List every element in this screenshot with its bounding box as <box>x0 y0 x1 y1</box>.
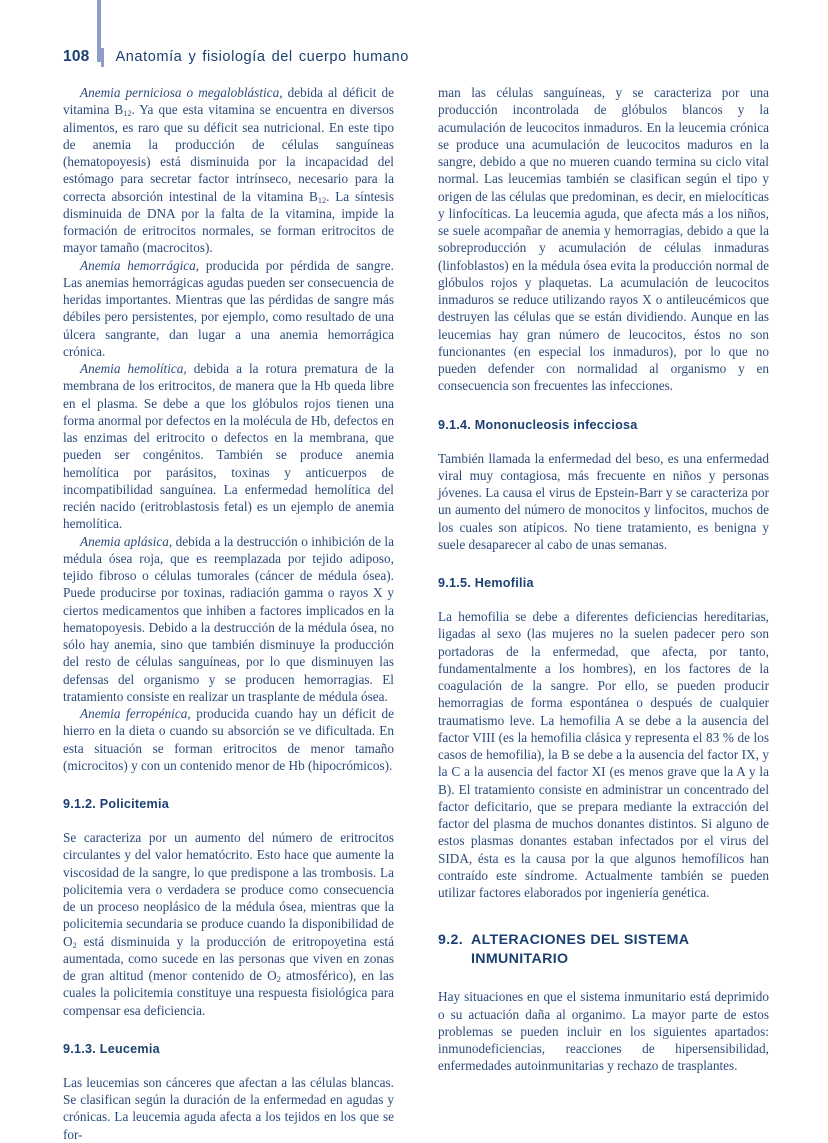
spacer <box>438 553 769 576</box>
heading-9-1-2-policitemia: 9.1.2. Policitemia <box>63 797 170 811</box>
spacer <box>438 395 769 418</box>
paragraph-text-2: está disminuida y la producción de eritropoyetina está aumentada, como sucede en las personas que viven en zonas de gran altitud (menor contenido de O <box>63 933 394 983</box>
heading-text <box>471 931 769 968</box>
spacer <box>63 812 394 829</box>
term-anemia-hemolitica: Anemia hemolítica <box>80 361 184 376</box>
running-head-title: Anatomía y fisiología del cuerpo humano <box>115 49 409 65</box>
heading-9-1-5-hemofilia: 9.1.5. Hemofilia <box>438 576 534 590</box>
spacer <box>438 968 769 988</box>
term-anemia-aplasica: Anemia aplásica <box>80 533 169 549</box>
paragraph-hemofilia: La hemofilia se debe a diferentes deficiencias hereditarias, ligadas al sexo (las mujeres no la suelen padecer pero son portadoras de la enfermedad, que afecta, por tanto, fundamentalmente a los hombres), en los factores de la coagulación de la sangre. Por ello, se pueden producir hemorragias de forma espontánea o después de cualquier traumatismo leve. La hemofilia A se debe a la ausencia del factor VIII (es la hemofilia clásica y representa el 83 % de los casos de hemofilia), la B se debe a la ausencia del factor IX, y la C a la ausencia del factor XI (es menos grave que la A y la B). El tratamiento consiste en administrar un concentrado del factor deficitario, que se prepara mediante la extracción del factor del plasma de muchos donantes distintos. Si alguno de estos plasmas donantes estaban infectados por el virus del SIDA, ésta es la causa por la que algunos hemofílicos han contraído este síndrome. Actualmente también se pueden utilizar factores elaborados por ingeniería genética. <box>438 609 769 900</box>
spacer <box>63 1019 394 1042</box>
heading-9-2-alteraciones-sistema-inmunitario <box>438 931 769 968</box>
paragraph-text: Se caracteriza por un aumento del número de eritrocitos circulantes y del valor hematócrito. Esto hace que aumente la viscosidad de la sangre, lo que predispone a las trombosis. La policitemia vera o verdadera se produce como consecuencia de un proceso neoplásico de la médula ósea, mientras que la policitemia secundaria se produce cuando la disponibilidad de O <box>63 830 394 949</box>
paragraph-leucemia-continuation: man las células sanguíneas, y se caracteriza por una producción incontrolada de glóbulos blancos y la acumulación de leucocitos inmaduros. En la leucemia crónica se produce una acumulación de leucocitos maduros en la sangre, debido a que no mueren cuando termina su ciclo vital normal. Las leucemias también se clasifican según el tipo y origen de las células que predominan, es decir, en mielocíticas y linfocíticas. La leucemia aguda, que afecta más a los niños, se suele acompañar de anemia y hemorragias, debido a que la sobreproducción y acumulación de células inmaduras (linfoblastos) en la médula ósea evita la producción normal de glóbulos rojos y plaquetas. La acumulación de leucocitos inmaduros se reduce utilizando rayos X o antileucémicos que destruyen las células que se están dividiendo. Aunque en las leucemias hay gran número de leucocitos, éstos no son funcionantes (en especial los inmaduros), por lo que no pueden defender con normalidad al organismo y en consecuencia son frecuentes las infecciones. <box>438 85 769 394</box>
term-anemia-ferropenica: Anemia ferropénica <box>80 706 188 721</box>
paragraph-text-2: . Ya que esta vitamina se encuentra en diversos alimentos, es raro que su déficit sea nutricional. En este tipo de anemia la producción de células sanguíneas (hematopoyesis) está disminuida por la incapacidad del estómago para secretar factor intrínseco, necesario para la correcta absorción intestinal de la vitamina B <box>63 102 394 204</box>
heading-9-1-3-leucemia: 9.1.3. Leucemia <box>63 1041 160 1056</box>
paragraph-text-3: . La síntesis disminuida de DNA por la falta de la vitamina, impide la formación de eritrocitos normales, se forman eritrocitos de mayor tamaño (macrocitos). <box>63 188 395 256</box>
heading-9-1-4-mononucleosis: 9.1.4. Mononucleosis infecciosa <box>438 417 638 432</box>
spacer <box>438 901 769 931</box>
paragraph-leucemia: Las leucemias son cánceres que afectan a las células blancas. Se clasifican según la duración de la enfermedad en agudas y crónicas. La leucemia aguda afecta a los tejidos en los que se for- <box>63 1074 394 1142</box>
paragraph-text: , debida a la rotura prematura de la membrana de los eritrocitos, de manera que la Hb queda libre en el plasma. Se debe a que los glóbulos rojos tienen una forma anormal por defectos en la molécula de Hb, defectos en las enzimas del eritrocito o defectos en la membrana, que pueden ser congénitos. También se produce anemia hemolítica por parásitos, toxinas y anticuerpos de incompatibilidad sanguínea. La enfermedad hemolítica del recién nacido (eritroblastosis fetal) es un ejemplo de anemia hemolítica. <box>63 361 395 532</box>
paragraph-text: , debida al déficit de vitamina B <box>63 85 395 118</box>
paragraph-text-3: atmosférico), en las cuales la policitemia constituye una respuesta fisiológica para compensar esa deficiencia. <box>63 968 394 1018</box>
paragraph-mononucleosis: También llamada la enfermedad del beso, es una enfermedad viral muy contagiosa, más frecuente en niños y personas jóvenes. La causa el virus de Epstein-Barr y se caracteriza por un aumento del número de monocitos y linfocitos, muchos de los cuales son atípicos. No tiene tratamiento, es benigna y suele desaparecer al cabo de unas semanas. <box>438 450 769 552</box>
subscript-o2-a: 2 <box>72 940 77 950</box>
spacer <box>438 591 769 608</box>
right-column <box>438 84 769 1074</box>
paragraph-text: , producida cuando hay un déficit de hierro en la dieta o cuando su absorción se ve dificultada. En esta situación se forman eritrocitos de menor tamaño (microcitos) y con un contenido menor de Hb (hipocrómicos). <box>63 706 394 773</box>
term-anemia-hemorragica: Anemia hemorrágica <box>80 257 196 273</box>
paragraph-alteraciones: Hay situaciones en que el sistema inmunitario está deprimido o su actuación daña al organimo. La mayor parte de estos problemas se pueden incluir en los siguientes apartados: inmunodeficiencias, reacciones de hipersensibilidad, enfermedades autoinmunitarias y rechazo de trasplantes. <box>438 989 769 1074</box>
heading-line-2: INMUNITARIO <box>471 950 569 967</box>
left-column <box>63 84 395 1142</box>
spacer <box>63 774 394 797</box>
paragraph-anemia-hemolitica <box>63 360 394 533</box>
heading-number: 9.2. <box>438 932 464 949</box>
running-head <box>63 46 409 68</box>
paragraph-anemia-hemorragica <box>63 257 394 361</box>
term-anemia-perniciosa: Anemia perniciosa o megaloblástica <box>80 85 280 100</box>
heading-line-1: ALTERACIONES DEL SISTEMA <box>471 932 690 949</box>
paragraph-anemia-ferropenica <box>63 705 394 774</box>
page-number: 108 <box>63 48 90 65</box>
body-columns <box>63 84 769 1142</box>
paragraph-anemia-aplasica <box>63 533 394 706</box>
paragraph-text: , producida por pérdida de sangre. Las anemias hemorrágicas agudas pueden ser consecuencia de heridas importantes. Mientras que las pérdidas de sangre más débiles pero persistentes, por ejemplo, como resultado de una úlcera sangrante, dan lugar a una anemia hemorrágica crónica. <box>63 257 394 359</box>
running-head-divider <box>101 48 104 67</box>
subscript-12: 12 <box>123 109 132 119</box>
subscript-o2-b: 2 <box>276 974 281 984</box>
subscript-12-b: 12 <box>317 195 327 205</box>
spacer <box>63 1057 394 1074</box>
paragraph-text: , debida a la destrucción o inhibición de la médula ósea roja, que es reemplazada por tejido adiposo, tejido fibroso o células tumorales (cáncer de médula ósea). Puede producirse por toxinas, radiación gamma o rayos X y ciertos medicamentos que inhiben a factores implicados en la hematopoyesis. Debido a la destrucción de la médula ósea, no sólo hay anemia, sino que también disminuye la producción del resto de células sanguíneas, por lo que disminuyen las defensas del organismo y se producen hemorragias. El tratamiento consiste en realizar un trasplante de médula ósea. <box>63 533 394 704</box>
spacer <box>438 433 769 450</box>
paragraph-policitemia <box>63 829 394 1019</box>
paragraph-anemia-perniciosa <box>63 84 394 257</box>
